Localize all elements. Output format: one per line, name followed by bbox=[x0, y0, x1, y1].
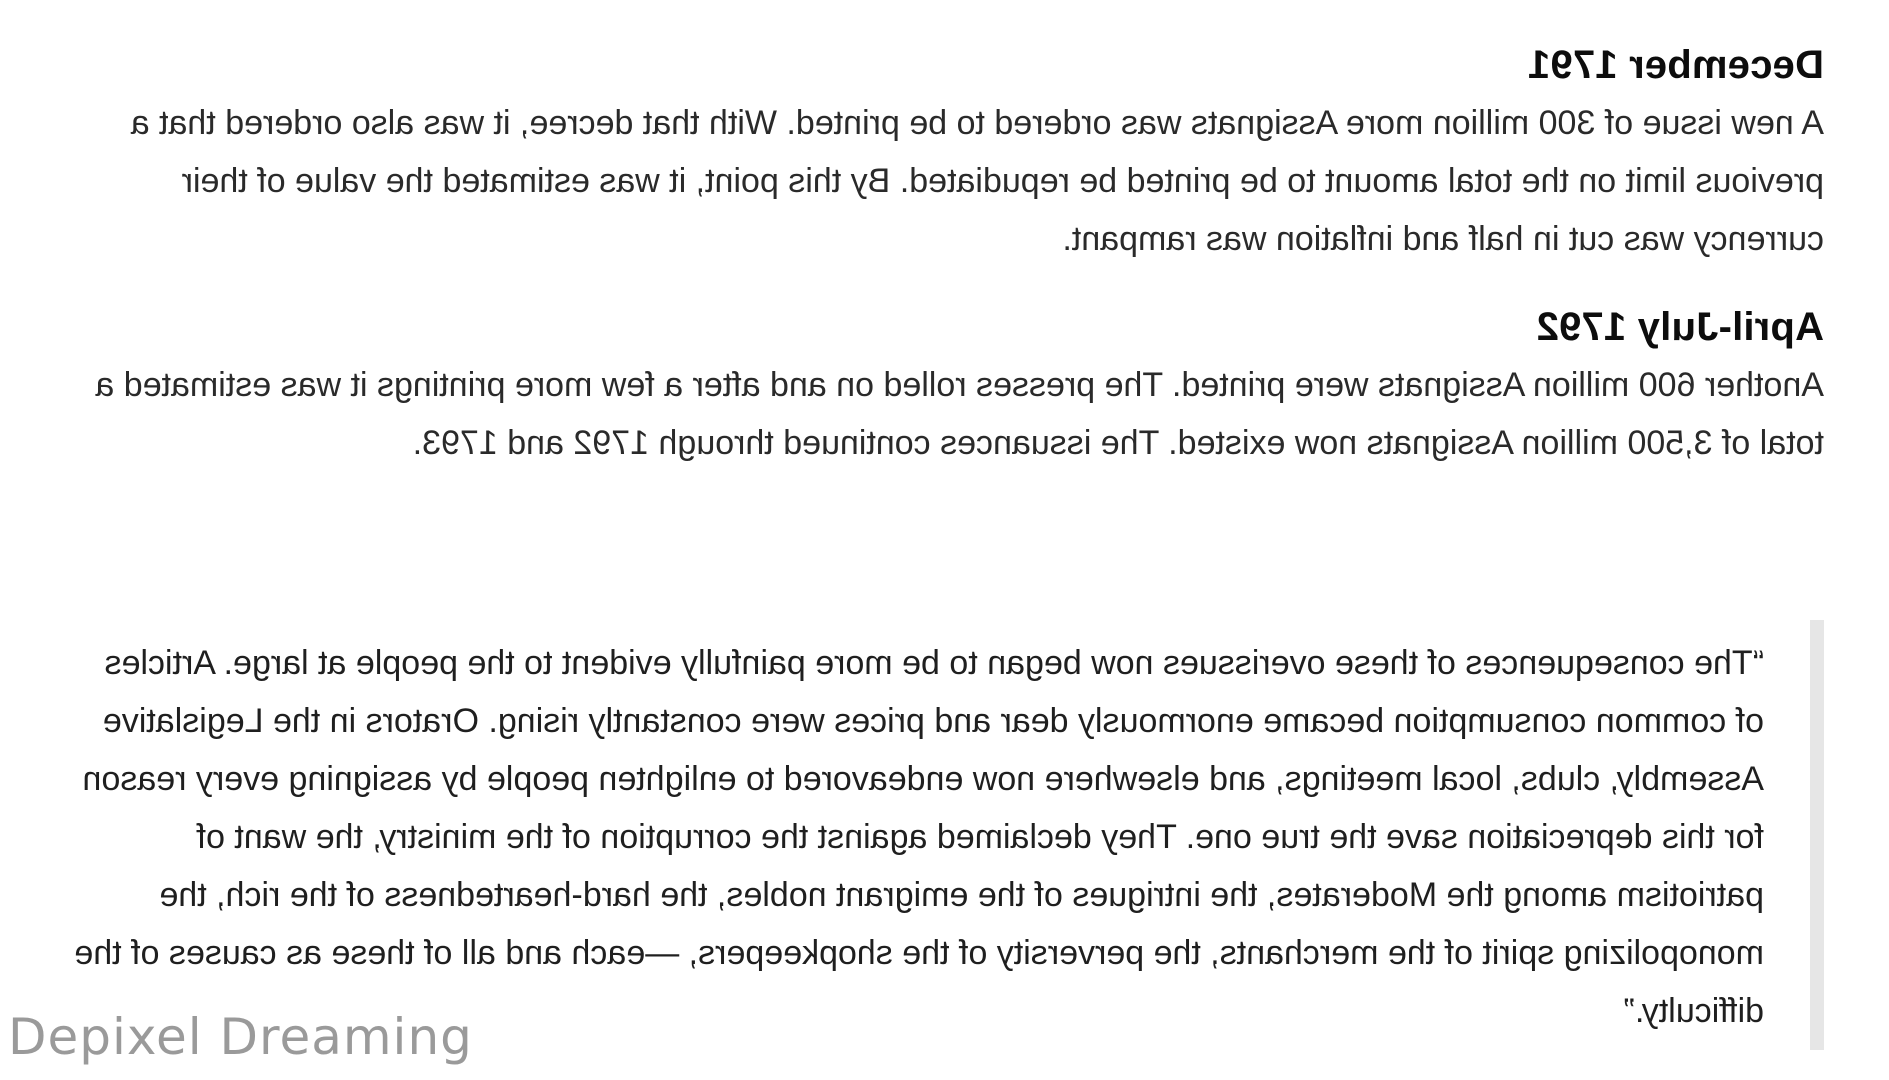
quote-bar bbox=[1810, 620, 1824, 1050]
section-april-july-1792 bbox=[54, 304, 1824, 472]
article-content bbox=[54, 42, 1824, 472]
section-heading: December 1791 bbox=[1527, 43, 1824, 87]
quote-text: “The consequences of these overissues now began to be more painfully evident to the people at large. Articles of common consumption became enormously dear and prices were constantly rising. Orators in the Legislative Assembly, clubs, local meetings, and elsewhere now endeavored to enlighten people by assigning every reason for this depreciation save the true one. They declaimed against the corruption of the ministry, the want of patriotism among the Moderates, the intrigues of the emigrant nobles, the hard-heartedness of the rich, the monopolizing spirit of the merchants, the perversity of the shopkeepers, —each and all of these as causes of the difficulty.” bbox=[74, 644, 1764, 1030]
section-body: Another 600 million Assignats were printed. The presses rolled on and after a few more printings it was estimated a total of 3,500 million Assignats now existed. The issuances continued through 1792 and 1793. bbox=[95, 366, 1824, 462]
section-body: A new issue of 300 million more Assignats was ordered to be printed. With that decree, it was also ordered that a previous limit on the total amount to be printed be repudiated. By this point, it was estimated the value of their currency was cut in half and inflation was rampant. bbox=[130, 104, 1824, 258]
section-heading: April-July 1792 bbox=[1536, 305, 1824, 349]
blockquote bbox=[64, 620, 1824, 1050]
watermark: Depixel Dreaming bbox=[8, 1008, 473, 1066]
section-december-1791 bbox=[54, 42, 1824, 268]
